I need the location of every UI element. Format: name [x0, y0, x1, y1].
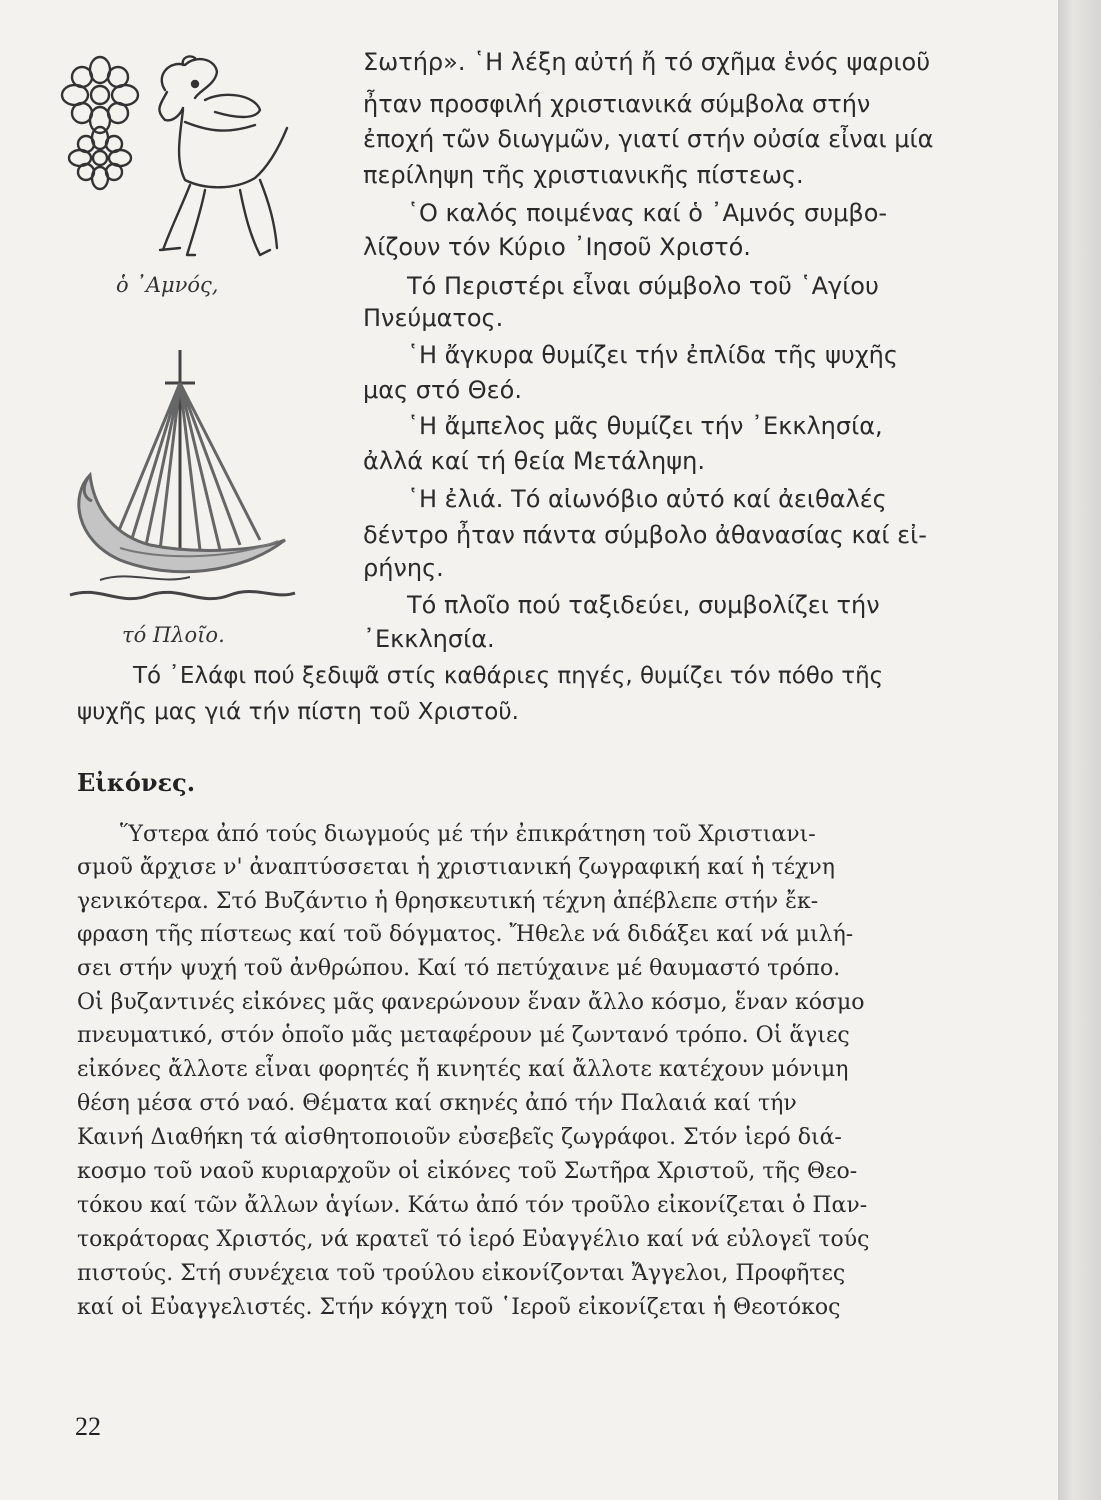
text-line: ῾Η ἄγκυρα θυμίζει τήν ἐπλίδα τῆς ψυχῆς: [407, 341, 898, 369]
text-line: ἀλλά καί τή θεία Μετάληψη.: [363, 447, 705, 475]
text-line: Σωτήρ». ῾Η λέξη αὐτή ἤ τό σχῆμα ἑνός ψαριοῦ: [363, 48, 931, 76]
text-line: σει στήν ψυχή τοῦ ἀνθρώπου. Καί τό πετύχαινε μέ θαυμαστό τρόπο.: [77, 956, 841, 981]
text-line: γενικότερα. Στό Βυζάντιο ἡ θρησκευτική τέχνη ἀπέβλεπε στήν ἔκ-: [77, 889, 819, 914]
text-line: πιστούς. Στή συνέχεια τοῦ τρούλου εἰκονίζονται Ἄγγελοι, Προφῆτες: [77, 1261, 846, 1286]
text-line: δέντρο ἦταν πάντα σύμβολο ἀθανασίας καί εἰ-: [363, 521, 927, 549]
page-edge-shadow: [1058, 0, 1101, 1500]
text-line: Τό Περιστέρι εἶναι σύμβολο τοῦ ῾Αγίου: [407, 272, 879, 300]
text-line: ῾Ο καλός ποιμένας καί ὁ ᾿Αμνός συμβο-: [407, 199, 888, 227]
text-line: μας στό Θεό.: [363, 376, 522, 404]
text-line: ρήνης.: [363, 554, 444, 582]
section-heading: Εἰκόνες.: [77, 768, 196, 797]
text-line: Τό ᾿Ελάφι πού ξεδιψᾶ στίς καθάριες πηγές, θυμίζει τόν πόθο τῆς: [133, 663, 884, 689]
flower-top: [62, 57, 138, 133]
lamb-caption: ὁ ᾿Αμνός,: [116, 273, 219, 297]
ship-illustration: [60, 345, 300, 620]
text-line: καί οἱ Εὐαγγελιστές. Στήν κόγχη τοῦ ῾Ιεροῦ εἰκονίζεται ἡ Θεοτόκος: [77, 1295, 841, 1320]
lamb-illustration: [55, 50, 300, 275]
text-line: Πνεύματος.: [363, 304, 504, 332]
text-line: Τό πλοῖο πού ταξιδεύει, συμβολίζει τήν: [407, 591, 880, 619]
text-line: ῾Η ἄμπελος μᾶς θυμίζει τήν ᾿Εκκλησία,: [407, 412, 883, 440]
text-line: τόκου καί τῶν ἄλλων ἁγίων. Κάτω ἀπό τόν τροῦλο εἰκονίζεται ὁ Παν-: [77, 1193, 868, 1218]
text-line: κοσμο τοῦ ναοῦ κυριαρχοῦν οἱ εἰκόνες τοῦ Σωτῆρα Χριστοῦ, τῆς Θεο-: [77, 1159, 858, 1184]
text-line: πνευματικό, στόν ὁποῖο μᾶς μεταφέρουν μέ ζωντανό τρόπο. Οἱ ἅγιες: [77, 1023, 850, 1048]
text-line: ῾Η ἐλιά. Τό αἰωνόβιο αὐτό καί ἀειθαλές: [407, 485, 887, 513]
text-line: φραση τῆς πίστεως καί τοῦ δόγματος. Ἤθελε νά διδάξει καί νά μιλή-: [77, 922, 854, 947]
text-line: τοκράτορας Χριστός, νά κρατεῖ τό ἱερό Εὐαγγέλιο καί νά εὐλογεῖ τούς: [77, 1227, 870, 1252]
text-line: ἐποχή τῶν διωγμῶν, γιατί στήν οὐσία εἶναι μία: [363, 125, 934, 153]
text-line: περίληψη τῆς χριστιανικῆς πίστεως.: [363, 161, 804, 189]
text-line: εἰκόνες ἄλλοτε εἶναι φορητές ἤ κινητές καί ἄλλοτε κατέχουν μόνιμη: [77, 1057, 849, 1082]
flower-bottom: [69, 127, 131, 189]
text-line: Οἱ βυζαντινές εἰκόνες μᾶς φανερώνουν ἕναν ἄλλο κόσμο, ἕναν κόσμο: [77, 990, 865, 1015]
page-number: 22: [75, 1412, 101, 1441]
text-line: ἦταν προσφιλή χριστιανικά σύμβολα στήν: [363, 90, 871, 118]
text-line: θέση μέσα στό ναό. Θέματα καί σκηνές ἀπό τήν Παλαιά καί τήν: [77, 1091, 797, 1116]
text-line: ψυχῆς μας γιά τήν πίστη τοῦ Χριστοῦ.: [77, 699, 519, 725]
text-line: σμοῦ ἄρχισε ν' ἀναπτύσσεται ἡ χριστιανική ζωγραφική καί ἡ τέχνη: [77, 855, 835, 880]
text-line: λίζουν τόν Κύριο ᾿Ιησοῦ Χριστό.: [363, 233, 751, 261]
text-line: ᾿Εκκλησία.: [363, 625, 495, 653]
text-line: Ὕστερα ἀπό τούς διωγμούς μέ τήν ἐπικράτηση τοῦ Χριστιανι-: [120, 822, 816, 847]
ship-caption: τό Πλοῖο.: [122, 623, 225, 647]
text-line: Καινή Διαθήκη τά αἰσθητοποιοῦν εὐσεβεῖς ζωγράφοι. Στόν ἱερό διά-: [77, 1125, 842, 1150]
